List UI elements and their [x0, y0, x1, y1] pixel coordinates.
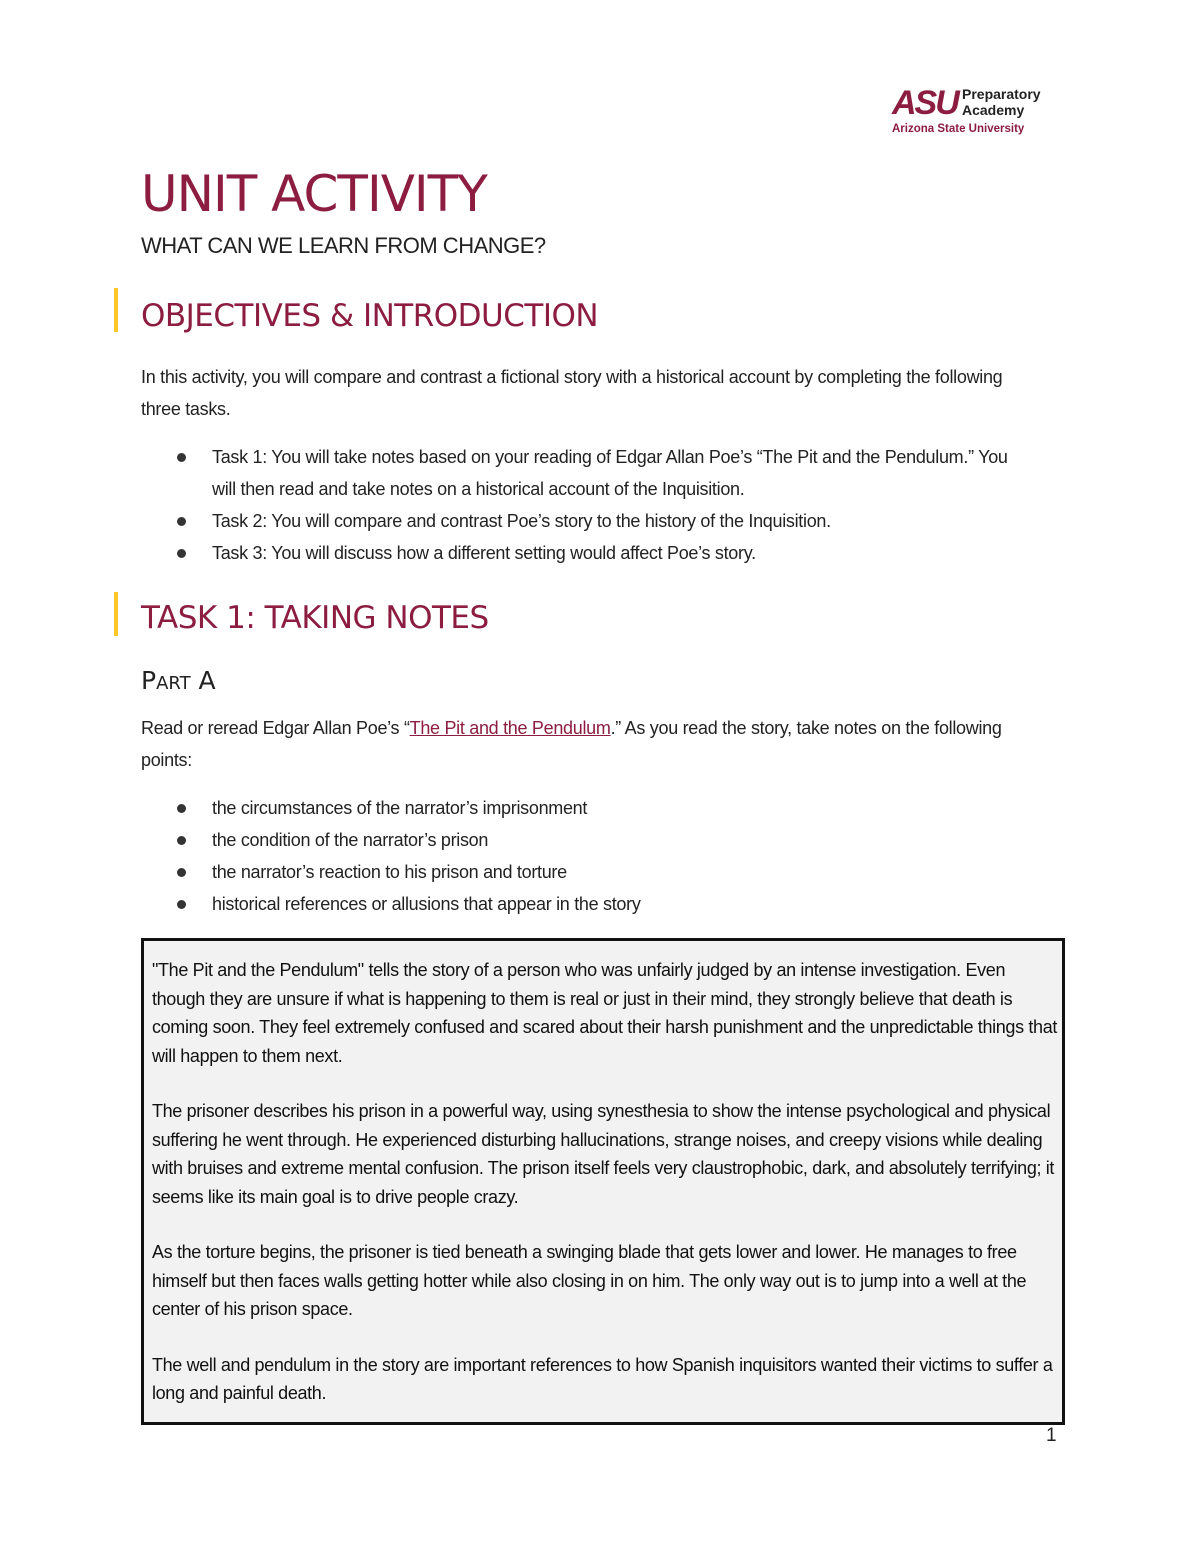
point-text: the condition of the narrator’s prison [212, 830, 489, 850]
part-a-heading: Part A [141, 666, 216, 695]
page-number: 1 [1046, 1425, 1057, 1446]
bullet-icon [177, 836, 186, 845]
page-title: UNIT ACTIVITY [141, 165, 487, 223]
list-item [141, 441, 1021, 505]
part-a-instructions [141, 712, 1041, 776]
list-item [141, 537, 1021, 569]
bullet-icon [177, 804, 186, 813]
task-2-text: Task 2: You will compare and contrast Poe’s story to the history of the Inquisition. [212, 511, 831, 531]
response-paragraph: The prisoner describes his prison in a powerful way, using synesthesia to show the intense psychological and physical suffering he went through. He experienced disturbing hallucinations, strange noises, and creepy visions while dealing with bruises and extreme mental confusion. The prison itself feels very claustrophobic, dark, and absolutely terrifying; it seems like its main goal is to drive people crazy. [152, 1101, 1055, 1207]
objectives-intro: In this activity, you will compare and contrast a fictional story with a historical account by completing the following three tasks. [141, 367, 1003, 419]
point-text: the circumstances of the narrator’s imprisonment [212, 798, 588, 818]
section-accent-bar [114, 288, 118, 332]
instructions-before-link: Read or reread Edgar Allan Poe’s “ [141, 718, 410, 738]
point-text: the narrator’s reaction to his prison and torture [212, 862, 567, 882]
response-paragraph: As the torture begins, the prisoner is tied beneath a swinging blade that gets lower and lower. He manages to free himself but then faces walls getting hotter while also closing in on him. The only way out is to jump into a well at the center of his prison space. [152, 1242, 1027, 1319]
task1-heading: TASK 1: TAKING NOTES [141, 600, 489, 636]
logo-university-name: Arizona State University [892, 123, 1025, 135]
point-text: historical references or allusions that appear in the story [212, 894, 641, 914]
section-accent-bar [114, 592, 118, 636]
asu-prep-logo [892, 84, 1062, 136]
student-response-box[interactable] [141, 938, 1065, 1425]
list-item [141, 888, 1021, 920]
notes-points-list [141, 792, 1021, 920]
list-item [141, 824, 1021, 856]
logo-line-academy: Academy [962, 102, 1025, 118]
response-paragraph: The well and pendulum in the story are important references to how Spanish inquisitors wanted their victims to suffer a long and painful death. [152, 1354, 1053, 1403]
task-3-text: Task 3: You will discuss how a different setting would affect Poe’s story. [212, 543, 756, 563]
bullet-icon [177, 868, 186, 877]
list-item [141, 505, 1021, 537]
bullet-icon [177, 549, 186, 558]
task-1-text: Task 1: You will take notes based on your reading of Edgar Allan Poe’s “The Pit and the Pendulum.” You will then read and take notes on a historical account of the Inquisition. [212, 447, 1008, 499]
story-link[interactable]: The Pit and the Pendulum [409, 718, 611, 738]
list-item [141, 792, 1021, 824]
instructions-after-link: .” As you read the story, take notes on the following points: [141, 718, 1002, 770]
list-item [141, 856, 1021, 888]
asu-logo-mark: ASU [892, 84, 958, 122]
bullet-icon [177, 517, 186, 526]
objectives-heading: OBJECTIVES & INTRODUCTION [141, 298, 599, 334]
task-list [141, 441, 1021, 569]
page-subtitle: WHAT CAN WE LEARN FROM CHANGE? [141, 233, 546, 258]
bullet-icon [177, 900, 186, 909]
logo-line-preparatory: Preparatory [962, 86, 1041, 102]
response-paragraph: "The Pit and the Pendulum" tells the story of a person who was unfairly judged by an intense investigation. Even though they are unsure if what is happening to them is real or just in their mind, they strongly believe that death is coming soon. They feel extremely confused and scared about their harsh punishment and the unpredictable things that will happen to them next. [152, 960, 1058, 1066]
bullet-icon [177, 453, 186, 462]
